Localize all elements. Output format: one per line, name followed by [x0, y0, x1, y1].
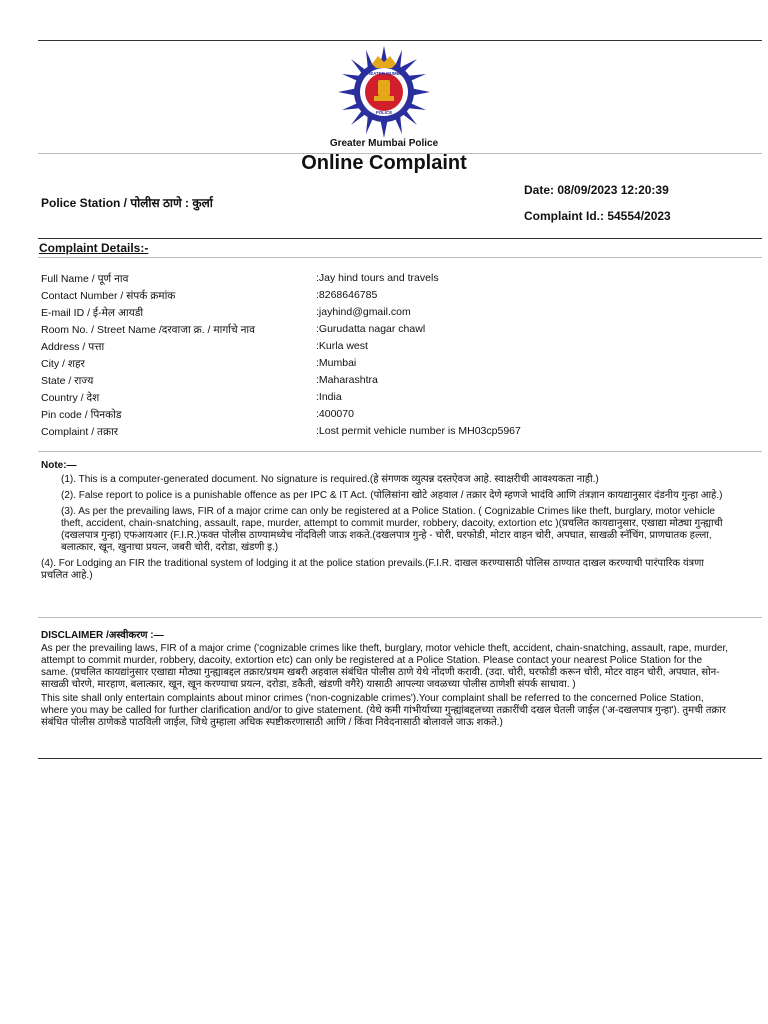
detail-row-city — [41, 357, 741, 374]
detail-row-email — [41, 306, 741, 323]
organization-name: Greater Mumbai Police — [329, 138, 439, 149]
detail-label: E-mail ID / ई-मेल आयडी — [41, 307, 144, 319]
bottom-rule — [38, 758, 762, 759]
disclaimer-heading: DISCLAIMER /अस्वीकरण :— — [41, 630, 164, 641]
note-item: (4). For Lodging an FIR the traditional system of lodging it at the police station prevails.(F.I.R. दाखल करण्यासाठी पोलिस ठाण्यात दाखल करण्याची पारंपारिक यंत्रणा प्रचलित आहे.) — [41, 558, 704, 581]
details-rule-bottom — [38, 257, 762, 258]
logo-text-bottom: POLICE — [375, 110, 393, 115]
detail-row-address — [41, 340, 741, 357]
note-list — [41, 474, 731, 586]
detail-label: City / शहर — [41, 358, 85, 370]
detail-label: Address / पत्ता — [41, 341, 105, 353]
detail-value: :Maharashtra — [316, 374, 378, 386]
detail-row-complaint — [41, 425, 741, 442]
detail-label: Pin code / पिनकोड — [41, 409, 122, 421]
top-rule — [38, 40, 762, 41]
detail-value: :Mumbai — [316, 357, 357, 369]
police-emblem-logo — [336, 44, 432, 140]
detail-row-contact — [41, 289, 741, 306]
police-station-value: कुर्ला — [189, 196, 213, 210]
logo-text-top: GREATER MUMBAI — [363, 71, 405, 76]
detail-row-pincode — [41, 408, 741, 425]
detail-label: Complaint / तक्रार — [41, 426, 119, 438]
police-station-label: Police Station / पोलीस ठाणे : — [41, 196, 190, 210]
detail-label: Full Name / पूर्ण नाव — [41, 273, 129, 285]
detail-label: Contact Number / संपर्क क्रमांक — [41, 290, 176, 302]
detail-value: :400070 — [316, 408, 354, 420]
detail-row-state — [41, 374, 741, 391]
detail-label: Country / देश — [41, 392, 100, 404]
detail-value: :Kurla west — [316, 340, 368, 352]
detail-row-country — [41, 391, 741, 408]
detail-label: Room No. / Street Name /दरवाजा क्र. / मार्गाचे नाव — [41, 324, 255, 336]
note-item: (1). This is a computer-generated document. No signature is required.(हे संगणक व्युत्पन्न दस्तऐवज आहे. स्वाक्षरीची आवश्यकता नाही.) — [61, 474, 599, 485]
page-title: Online Complaint — [301, 152, 467, 174]
disclaimer-rule — [38, 617, 762, 618]
disclaimer-text — [41, 643, 731, 731]
details-table — [41, 272, 741, 442]
note-item: (2). False report to police is a punishable offence as per IPC & IT Act. (पोलिसांना खोटे अहवाल / तक्रार देणे म्हणजे भादंवि आणि तंत्रज्ञान कायद्यानुसार दंडनीय गुन्हा आहे.) — [61, 490, 723, 501]
details-rule-top — [38, 238, 762, 239]
detail-value: :jayhind@gmail.com — [316, 306, 411, 318]
note-rule — [38, 451, 762, 452]
detail-value: :India — [316, 391, 342, 403]
detail-row-full-name — [41, 272, 741, 289]
note-heading: Note:— — [41, 460, 77, 471]
disclaimer-paragraph: This site shall only entertain complaints about minor crimes ('non-cognizable crimes').Your complaint shall be referred to the concerned Police Station, where you may be called for further clarification and/or to give statement. (येथे कमी गांभीर्याच्या गुन्ह्यांबद्दलच्या तक्रारींची दखल घेतली जाईल ('अ-दखलपात्र गुन्हा'). तुमची तक्रार संबंधित पोलीस ठाणेकडे पाठविली जाईल, जिथे तुम्हाला अधिक स्पष्टीकरणासाठी आणि / किंवा निवेदनासाठी बोलावले जाऊ शकते.) — [41, 693, 726, 728]
detail-value: :Gurudatta nagar chawl — [316, 323, 426, 335]
note-item: (3). As per the prevailing laws, FIR of a major crime can only be registered at a Police Station. ( Cognizable Crimes like theft, burglary, motor vehicle theft, accident, chain-snatching, assault, rape, murder, attempt to commit murder, robbery, dacoity, extortion etc )(प्रचलित कायद्यानुसार, एखाद्या मोठ्या गुन्ह्याची (दखलपात्र गुन्हा) एफआयआर (F.I.R.)फक्त पोलीस ठाण्यामध्येच नोंदविली जाऊ शकते.(दखलपात्र गुन्हे - चोरी, घरफोडी, मोटार वाहन चोरी, अपघात, साखळी स्नॅचिंग, प्राणघातक हल्ला, बलात्कार, खून, खुनाचा प्रयत्न, जबरी चोरी, दरोडा, खंडणी इ.) — [61, 506, 723, 553]
disclaimer-paragraph: As per the prevailing laws, FIR of a major crime ('cognizable crimes like theft, burglary, motor vehicle theft, accident, chain-snatching, assault, rape, murder, attempt to commit murder, robbery, dacoity, extortion etc) can only be registered at a Police Station. Please contact your nearest Police Station for the same. (प्रचलित कायद्यांनुसार एखाद्या मोठ्या गुन्ह्याबद्दल तक्रार/प्रथम खबरी अहवाल संबंधित पोलीस ठाणे येथे नोंदणी करावी. (उदा. चोरी, घरफोडी करून चोरी, मोटर वाहन चोरी, अपघात, सोन-साखळी चोरणे, मारहाण, बलात्कार, खून, खून करण्याचा प्रयत्न, दरोडा, डकैती, खंडणी वगैरे) यासाठी आपल्या जवळच्या पोलीस ठाणेशी संपर्क साधावा. ) — [41, 643, 729, 690]
detail-row-street — [41, 323, 741, 340]
detail-value: :Lost permit vehicle number is MH03cp5967 — [316, 425, 521, 437]
police-station — [41, 194, 213, 211]
detail-label: State / राज्य — [41, 375, 94, 387]
detail-value: :8268646785 — [316, 289, 378, 301]
detail-value: :Jay hind tours and travels — [316, 272, 439, 284]
details-heading: Complaint Details:- — [39, 241, 149, 255]
complaint-date: Date: 08/09/2023 12:20:39 — [524, 183, 669, 197]
complaint-id: Complaint Id.: 54554/2023 — [524, 209, 671, 223]
